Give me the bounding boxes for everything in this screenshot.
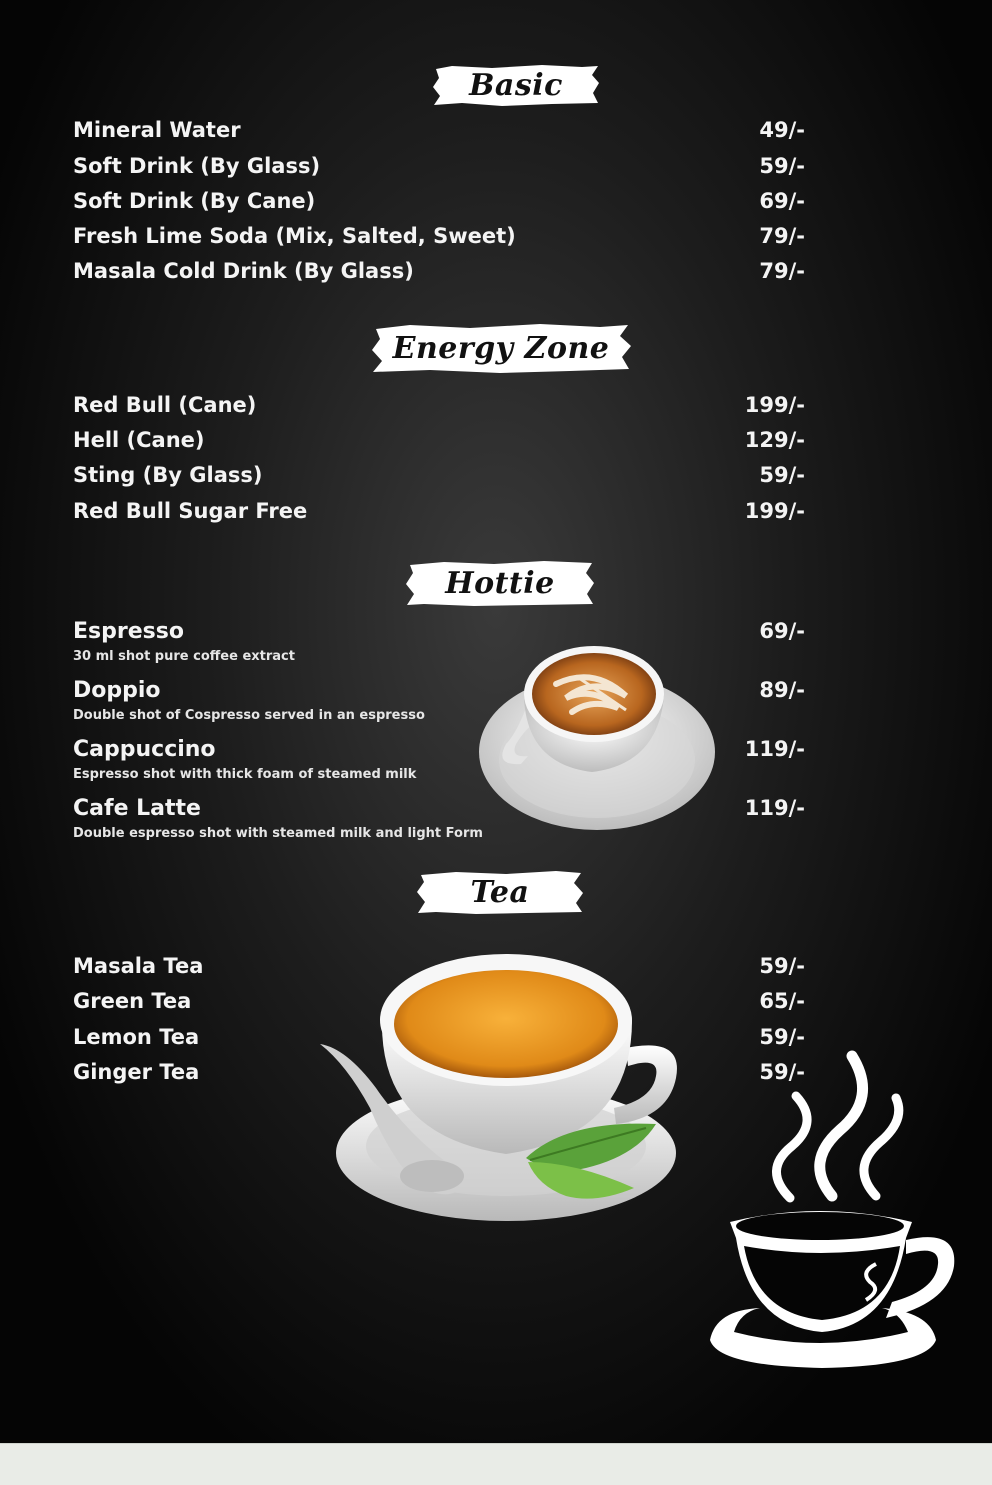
item-name: Espresso [73,619,184,644]
item-price: 59/- [759,463,805,487]
item-name: Masala Cold Drink (By Glass) [73,259,414,283]
item-price: 49/- [759,118,805,142]
section-title-energy-zone: Energy Zone [392,330,610,366]
item-price: 129/- [744,428,805,452]
item-name: Green Tea [73,989,192,1013]
item-price: 119/- [744,796,805,820]
menu-item [73,954,805,978]
item-name: Lemon Tea [73,1025,200,1049]
item-name: Soft Drink (By Cane) [73,189,316,213]
section-banner-tea [416,869,584,915]
menu-item [73,499,805,523]
menu-item [73,118,805,142]
item-name: Cappuccino [73,737,216,762]
item-price: 59/- [759,954,805,978]
section-title-hottie: Hottie [445,565,555,601]
item-price: 59/- [759,1060,805,1084]
item-price: 119/- [744,737,805,761]
item-name: Hell (Cane) [73,428,205,452]
item-name: Soft Drink (By Glass) [73,154,321,178]
item-description: 30 ml shot pure coffee extract [73,649,295,664]
item-name: Masala Tea [73,954,204,978]
item-price: 89/- [759,678,805,702]
item-name: Fresh Lime Soda (Mix, Salted, Sweet) [73,224,516,248]
item-description: Double shot of Cospresso served in an espresso [73,708,425,723]
item-price: 65/- [759,989,805,1013]
item-price: 59/- [759,1025,805,1049]
section-title-basic: Basic [469,67,563,103]
menu-item [73,1060,805,1084]
menu-item [73,189,805,213]
menu-item [73,796,805,841]
item-name: Doppio [73,678,161,703]
item-price: 199/- [744,499,805,523]
section-banner-energy-zone [370,322,632,374]
item-name: Mineral Water [73,118,241,142]
item-price: 79/- [759,224,805,248]
menu-item [73,1025,805,1049]
item-description: Double espresso shot with steamed milk and light Form [73,826,483,841]
item-price: 69/- [759,189,805,213]
menu-item [73,428,805,452]
item-price: 79/- [759,259,805,283]
menu-item [73,678,805,723]
item-price: 69/- [759,619,805,643]
item-price: 199/- [744,393,805,417]
menu-item [73,154,805,178]
item-name: Ginger Tea [73,1060,200,1084]
steaming-cup-outline-icon [700,1050,962,1372]
footer-band [0,1443,992,1485]
item-name: Sting (By Glass) [73,463,263,487]
menu-item [73,463,805,487]
section-banner-hottie [404,559,596,607]
item-name: Red Bull Sugar Free [73,499,308,523]
menu-item [73,224,805,248]
menu-item [73,989,805,1013]
item-name: Red Bull (Cane) [73,393,257,417]
menu-item [73,737,805,782]
menu-item [73,619,805,664]
section-banner-basic [432,63,600,107]
item-description: Espresso shot with thick foam of steamed milk [73,767,417,782]
menu-item [73,259,805,283]
item-price: 59/- [759,154,805,178]
menu-item [73,393,805,417]
item-name: Cafe Latte [73,796,201,821]
section-title-tea: Tea [470,874,530,910]
